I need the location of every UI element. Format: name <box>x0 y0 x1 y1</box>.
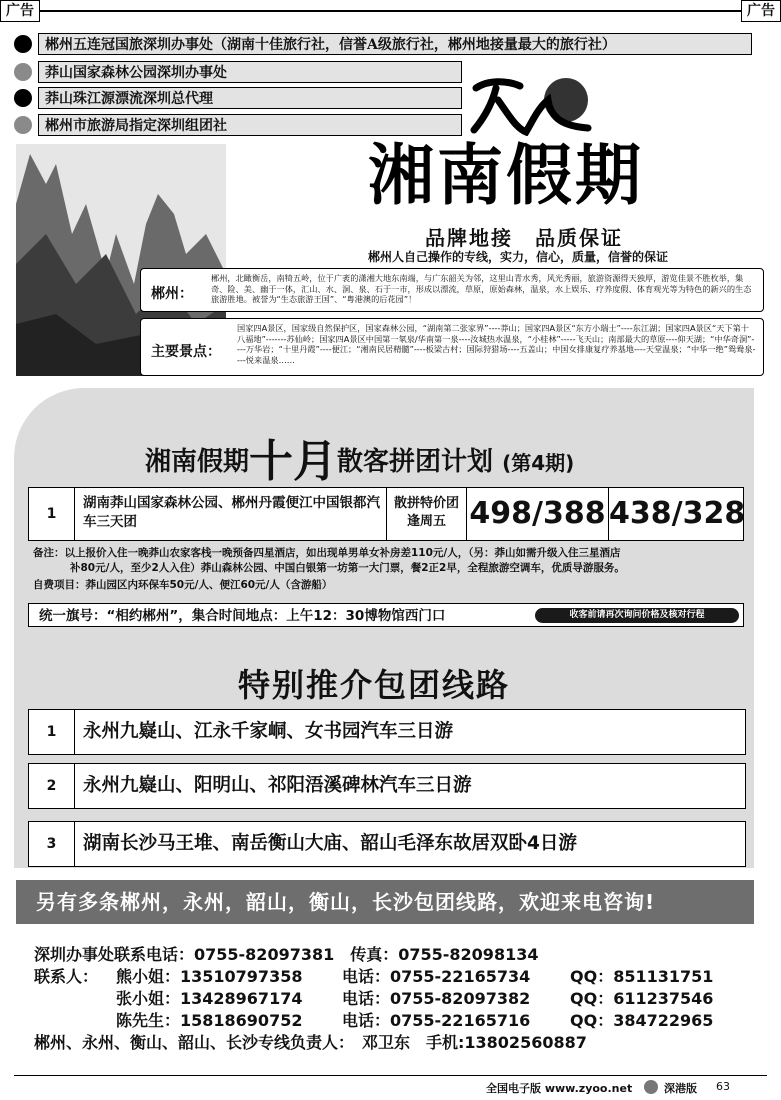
plan-row-schedule: 逢周五 <box>406 514 446 529</box>
meeting-text: 统一旗号：“相约郴州”，集合时间地点：上午12：30博物馆西门口 <box>39 608 446 624</box>
route-text: 永州九嶷山、江永千家峒、女书园汽车三日游 <box>83 721 454 742</box>
plan-row-route: 湖南莽山国家森林公园、郴州丹霞便江中国银都汽车三天团 <box>75 488 387 540</box>
brand-subslogan: 郴州人自己操作的专线，实力，信心，质量，信誉的保证 <box>368 250 669 264</box>
footer-logo-icon <box>644 1080 658 1094</box>
contact-tel: 电话：0755-22165716 <box>342 1011 531 1030</box>
brand-slogan: 品牌地接 品质保证 <box>425 226 623 250</box>
plan-row-price-2: 438/328 <box>609 496 746 531</box>
lead-contact: 郴州、永州、衡山、韶山、长沙专线负责人： 邓卫东 手机:13802560887 <box>34 1033 587 1052</box>
route-num: 3 <box>29 822 75 866</box>
plan-title-month: 十月 <box>249 436 338 487</box>
plan-title-post: 散客拼团计划 <box>337 447 494 477</box>
footer-page: 63 <box>716 1080 730 1093</box>
sights-label: 主要景点： <box>151 344 221 360</box>
bullet-black-icon <box>14 35 32 53</box>
plan-note-2: 补80元/人，至少2人入住）莽山森林公园、中国白银第一坊第一大门票，餐2正2早，全程旅游空调车，优质导游服务。 <box>70 562 625 574</box>
contact-name: 陈先生：15818690752 <box>116 1011 303 1030</box>
promo-banner: 另有多条郴州，永州，韶山，衡山，长沙包团线路，欢迎来电咨询! <box>16 880 754 924</box>
contact-tel: 电话：0755-22165734 <box>342 967 531 986</box>
sights-box <box>140 318 764 376</box>
bullet-gray-icon <box>14 63 32 81</box>
plan-row-type-label: 散拼特价团 <box>393 496 459 511</box>
office-contact: 深圳办事处联系电话：0755-82097381 传真：0755-82098134 <box>34 945 539 964</box>
route-item <box>28 821 746 867</box>
recommend-title: 特别推介包团线路 <box>238 666 511 704</box>
footer-edition: 深港版 <box>664 1082 697 1095</box>
top-bar-2: 莽山国家森林公园深圳办事处 <box>38 61 462 83</box>
plan-row-price-1: 498/388 <box>467 488 609 540</box>
contact-qq: QQ：384722965 <box>570 1011 714 1030</box>
brand-logo-icon <box>468 70 598 136</box>
contact-name: 熊小姐：13510797358 <box>116 967 303 986</box>
route-num: 1 <box>29 710 75 754</box>
meeting-row <box>28 603 744 627</box>
route-text: 永州九嶷山、阳明山、祁阳浯溪碑林汽车三日游 <box>83 775 472 796</box>
ad-label-left: 广告 <box>0 0 40 22</box>
route-text: 湖南长沙马王堆、南岳衡山大庙、韶山毛泽东故居双卧4日游 <box>83 833 577 854</box>
contact-name: 张小姐：13428967174 <box>116 989 303 1008</box>
plan-note-3: 自费项目：莽山园区内环保车50元/人、便江60元/人（含游船） <box>33 579 333 591</box>
plan-note-1: 备注：以上报价入住一晚莽山农家客栈一晚预备四星酒店，如出现单男单女补房差110元/人，（另：莽山如需升级入住三星酒店 <box>33 547 621 559</box>
top-bar-3: 莽山珠江源漂流深圳总代理 <box>38 87 462 109</box>
intro-text: 郴州，北瞰衡岳，南犄五岭，位于广袤的潇湘大地东南端，与广东韶关为邻，这里山青水秀，风光秀丽，旅游资源得天独厚，游览佳景不胜枚举，集奇、险、美、幽于一体，汇山、水、洞、泉、石于一市，形成以漂流，草原，原始森林，温泉，水上娱乐、疗养度假、体育观光等为特色的新兴的生态旅游胜地。被誉为“生态旅游王国”、“粤港澳的后花园”！ <box>211 273 752 304</box>
footer-rule <box>14 1075 767 1076</box>
intro-box <box>140 268 764 312</box>
plan-row-type <box>387 488 467 540</box>
top-bar-4: 郴州市旅游局指定深圳组团社 <box>38 114 462 136</box>
sights-text: 国家四A景区，国家级自然保护区，国家森林公园，“湖南第二张家界”----莽山；国家四A景区“东方小瑞士”----东江湖；国家四A景区“天下第十八福地”-------苏仙岭；国家四A景区中国第一氡泉/华南第一泉----汝城热水温泉，“小桂林”-----飞天山；南部最大的草原----仰天湖；“中华奇洞”----万华岩；“十里丹霞”----便江；“湘南民居精髓”----板梁古村；国际狩猎场----五盖山；中国女排康复疗养基地----天堂温泉；“中华一绝”鸳鸯泉----悦来温泉…… <box>237 323 756 365</box>
bullet-gray-icon <box>14 116 32 134</box>
contact-qq: QQ：851131751 <box>570 967 714 986</box>
plan-title <box>145 425 574 489</box>
contact-tel: 电话：0755-82097382 <box>342 989 531 1008</box>
footer-site: 全国电子版 www.zyoo.net <box>486 1082 633 1095</box>
plan-title-issue: (第4期) <box>502 451 575 475</box>
ad-label-right: 广告 <box>741 0 781 22</box>
top-bar-1: 郴州五连冠国旅深圳办事处（湖南十佳旅行社，信誉A级旅行社，郴州地接量最大的旅行社） <box>38 33 752 55</box>
intro-label: 郴州： <box>151 286 193 302</box>
route-item <box>28 709 746 755</box>
route-num: 2 <box>29 764 75 808</box>
contact-qq: QQ：611237546 <box>570 989 714 1008</box>
meeting-tag: 收客前请再次询问价格及核对行程 <box>535 608 739 623</box>
plan-title-pre: 湘南假期 <box>145 447 250 477</box>
bullet-black-icon <box>14 89 32 107</box>
plan-row <box>28 487 744 541</box>
brand-title: 湘南假期 <box>368 136 644 214</box>
plan-row-num: 1 <box>29 488 75 540</box>
top-rule <box>0 10 781 12</box>
contact-people-label: 联系人： <box>34 967 99 986</box>
route-item <box>28 763 746 809</box>
